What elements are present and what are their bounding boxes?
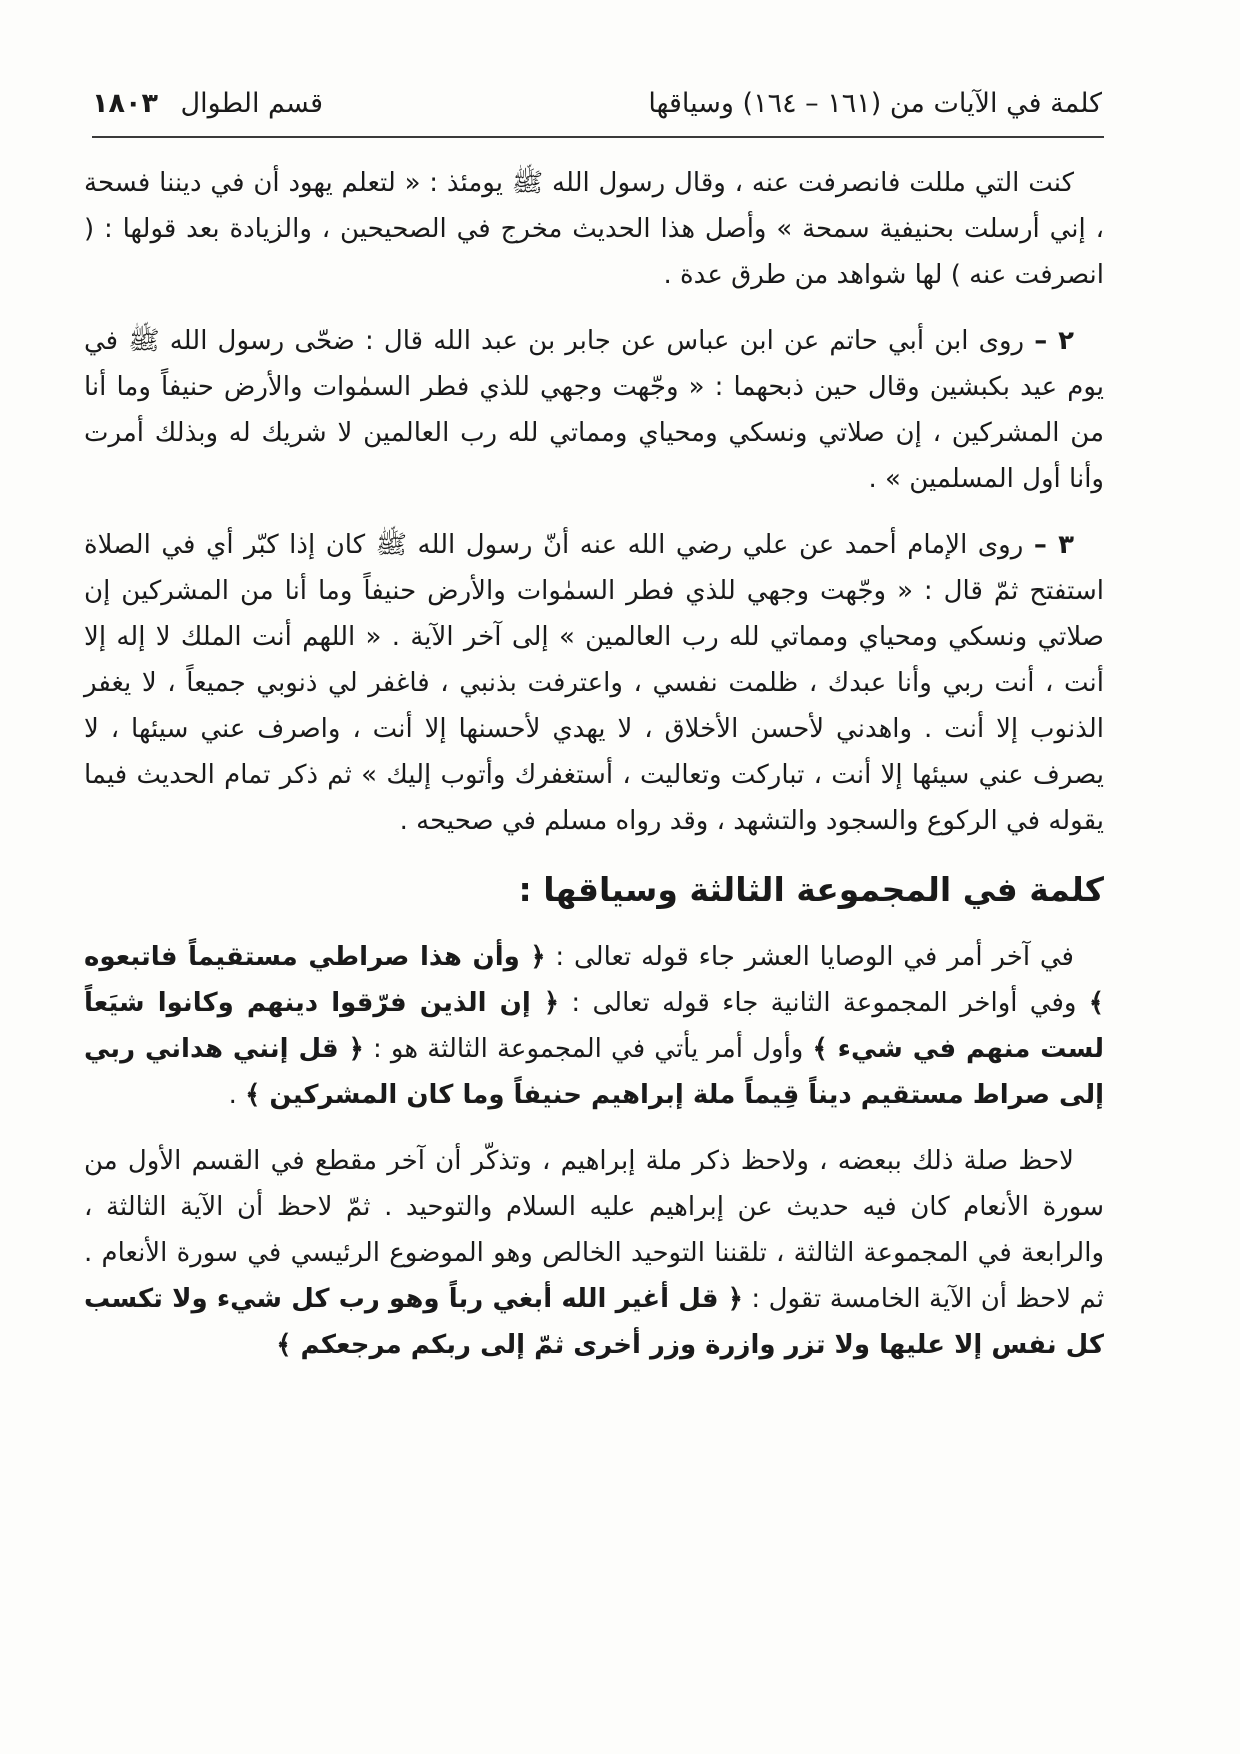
page-body: [84, 160, 1104, 1388]
paragraph-number: ٣ –: [1033, 530, 1074, 560]
section-name: قسم الطوال: [180, 88, 324, 119]
header-divider: [92, 136, 1104, 138]
running-section: [92, 84, 323, 124]
paragraph-number: ٢ –: [1034, 326, 1074, 356]
paragraph-text: روى الإمام أحمد عن علي رضي الله عنه أنّ رسول الله ﷺ كان إذا كبّر أي في الصلاة استفتح ثمّ قال : « وجّهت وجهي للذي فطر السمٰوات والأرض حنيفاً وما أنا من المشركين إن صلاتي ونسكي ومحياي ومماتي لله رب العالمين » إلى آخر الآية . « اللهم أنت الملك لا إله إلا أنت ، أنت ربي وأنا عبدك ، ظلمت نفسي ، واعترفت بذنبي ، فاغفر لي ذنوبي جميعاً ، لا يغفر الذنوب إلا أنت . واهدني لأحسن الأخلاق ، لا يهدي لأحسنها إلا أنت ، واصرف عني سيئها ، لا يصرف عني سيئها إلا أنت ، تباركت وتعاليت ، أستغفرك وأتوب إليك » ثم ذكر تمام الحديث فيما يقوله في الركوع والسجود والتشهد ، وقد رواه مسلم في صحيحه .: [84, 530, 1104, 836]
paragraph-text: كنت التي مللت فانصرفت عنه ، وقال رسول الله ﷺ يومئذ : « لتعلم يهود أن في ديننا فسحة ، إني أرسلت بحنيفية سمحة » وأصل هذا الحديث مخرج في الصحيحين ، والزيادة بعد قولها : ( انصرفت عنه ) لها شواهد من طرق عدة .: [84, 168, 1104, 290]
section-paragraph: [84, 934, 1104, 1118]
text-run: وفي أواخر المجموعة الثانية جاء قوله تعالى :: [559, 988, 1089, 1018]
quran-verse: ﴿ قل أغير الله أبغي رباً وهو رب كل شيء ولا تكسب كل نفس إلا عليها ولا تزر وازرة وزر أخرى ثمّ إلى ربكم مرجعكم ﴾: [84, 1284, 1104, 1360]
running-title: كلمة في الآيات من (١٦١ – ١٦٤) وسياقها: [648, 88, 1102, 119]
quran-verse: ﴿ وأن هذا صراطي مستقيماً فاتبعوه ﴾: [84, 942, 1104, 1018]
quran-verse: ﴿ قل إنني هداني ربي إلى صراط مستقيم ديناً قِيماً ملة إبراهيم حنيفاً وما كان المشركين ﴾: [84, 1034, 1104, 1110]
section-heading: كلمة في المجموعة الثالثة وسياقها :: [518, 870, 1104, 909]
page-number: ١٨٠٣: [92, 88, 158, 119]
text-run: وأول أمر يأتي في المجموعة الثالثة هو :: [363, 1034, 813, 1064]
text-run: .: [228, 1080, 246, 1110]
text-run: لاحظ صلة ذلك ببعضه ، ولاحظ ذكر ملة إبراهيم ، وتذكّر أن آخر مقطع في القسم الأول من سورة الأنعام كان فيه حديث عن إبراهيم عليه السلام والتوحيد . ثمّ لاحظ أن الآية الثالثة ، والرابعة في المجموعة الثالثة ، تلقننا التوحيد الخالص وهو الموضوع الرئيسي في سورة الأنعام . ثم لاحظ أن الآية الخامسة تقول :: [84, 1146, 1104, 1314]
section-paragraph: [84, 1138, 1104, 1368]
paragraph-text: روى ابن أبي حاتم عن ابن عباس عن جابر بن عبد الله قال : ضحّى رسول الله ﷺ في يوم عيد بكبشين وقال حين ذبحهما : « وجّهت وجهي للذي فطر السمٰوات والأرض حنيفاً وما أنا من المشركين ، إن صلاتي ونسكي ومحياي ومماتي لله رب العالمين لا شريك له وبذلك أمرت وأنا أول المسلمين » .: [84, 326, 1104, 494]
numbered-paragraph: [84, 318, 1104, 502]
quran-verse: ﴿ إن الذين فرّقوا دينهم وكانوا شيَعاً لست منهم في شيء ﴾: [84, 988, 1104, 1064]
text-run: في آخر أمر في الوصايا العشر جاء قوله تعالى :: [545, 942, 1074, 972]
paragraph: [84, 160, 1104, 298]
numbered-paragraph: [84, 522, 1104, 844]
page-header: [92, 78, 1102, 138]
